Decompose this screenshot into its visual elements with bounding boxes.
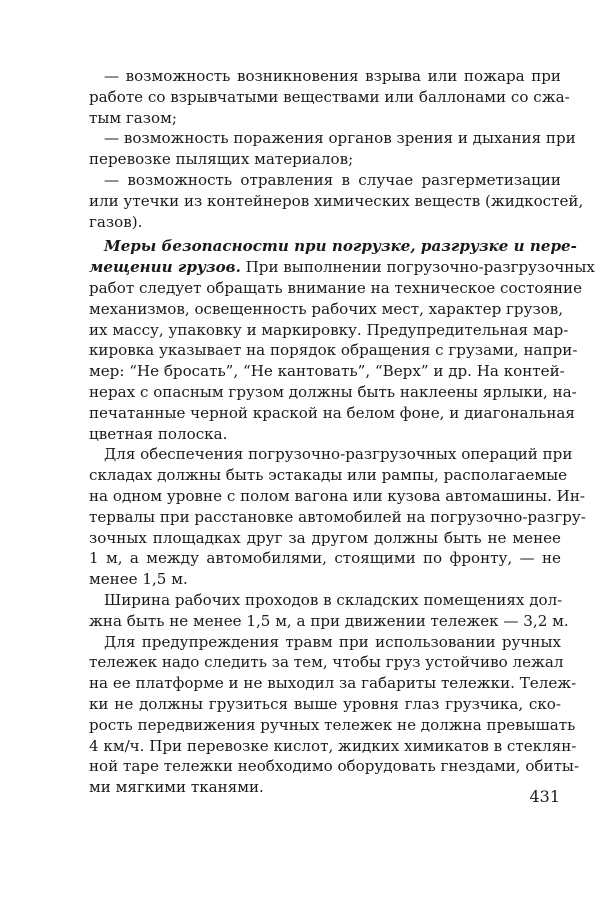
section-heading: Меры безопасности при погрузке, разгрузке и пере- <box>104 237 577 256</box>
text-line: кировка указывает на порядок обращения с грузами, напри- <box>89 341 578 360</box>
text-line: Для предупреждения травм при использовании ручных <box>104 632 561 651</box>
text-line: ми мягкими тканями. <box>89 778 264 797</box>
text-line: жна быть не менее 1,5 м, а при движении тележек — 3,2 м. <box>89 611 569 630</box>
paragraph-ramps <box>89 444 586 590</box>
text-line: нерах с опасным грузом должны быть наклеены ярлыки, на- <box>89 382 577 401</box>
text-line: газов). <box>89 212 143 231</box>
page-number: 431 <box>529 787 560 806</box>
text-line: тым газом; <box>89 108 177 127</box>
text-line: ной таре тележки необходимо оборудовать гнездами, обиты- <box>89 757 580 776</box>
text-fragment: При выполнении погрузочно-разгрузочных <box>240 258 595 277</box>
text-line: Для обеспечения погрузочно-разгрузочных операций при <box>104 445 573 464</box>
text-line: перевозке пылящих материалов; <box>89 150 354 169</box>
text-line: 4 км/ч. При перевозке кислот, жидких химикатов в стеклян- <box>89 736 577 755</box>
text-line: менее 1,5 м. <box>89 570 188 589</box>
text-line: ки не должны грузиться выше уровня глаз грузчика, ско- <box>89 694 561 713</box>
text-line: их массу, упаковку и маркировку. Предупредительная мар- <box>89 320 569 339</box>
text-line: зочных площадках друг за другом должны быть не менее <box>89 528 561 547</box>
text-line: рость передвижения ручных тележек не должна превышать <box>89 715 576 734</box>
text-line: работ следует обращать внимание на техническое состояние <box>89 278 583 297</box>
paragraph-vision-risk <box>89 128 576 170</box>
text-line: — возможность поражения органов зрения и дыхания при <box>104 129 576 148</box>
text-line: на одном уровне с полом вагона или кузова автомашины. Ин- <box>89 486 585 505</box>
text-line: механизмов, освещенность рабочих мест, характер грузов, <box>89 299 564 318</box>
page-body <box>89 66 595 798</box>
text-line: складах должны быть эстакады или рампы, располагаемые <box>89 466 568 485</box>
paragraph-passage-width <box>89 590 569 632</box>
text-line: мер: “Не бросать”, “Не кантовать”, “Верх” и др. На контей- <box>89 362 565 381</box>
text-line: Ширина рабочих проходов в складских помещениях дол- <box>104 590 563 609</box>
text-line: или утечки из контейнеров химических веществ (жидкостей, <box>89 191 584 210</box>
paragraph-hand-trolleys <box>89 632 580 798</box>
text-line: на ее платформе и не выходил за габариты тележки. Тележ- <box>89 674 577 693</box>
text-line: — возможность отравления в случае разгерметизации <box>104 170 561 189</box>
paragraph-poisoning-risk <box>89 170 584 232</box>
text-line <box>89 257 595 278</box>
text-line: тервалы при расстановке автомобилей на погрузочно-разгру- <box>89 507 586 526</box>
text-line: цветная полоска. <box>89 424 228 443</box>
section-heading-end: мещении грузов. <box>89 258 241 277</box>
paragraph-safety-measures <box>89 236 595 444</box>
text-line: — возможность возникновения взрыва или пожара при <box>104 67 561 85</box>
text-line: печатанные черной краской на белом фоне, и диагональная <box>89 403 575 422</box>
text-line: 1 м, а между автомобилями, стоящими по фронту, — не <box>89 549 561 568</box>
text-line: работе со взрывчатыми веществами или баллонами со сжа- <box>89 87 570 106</box>
paragraph-explosion-risk <box>89 66 570 128</box>
text-line: тележек надо следить за тем, чтобы груз устойчиво лежал <box>89 653 564 672</box>
